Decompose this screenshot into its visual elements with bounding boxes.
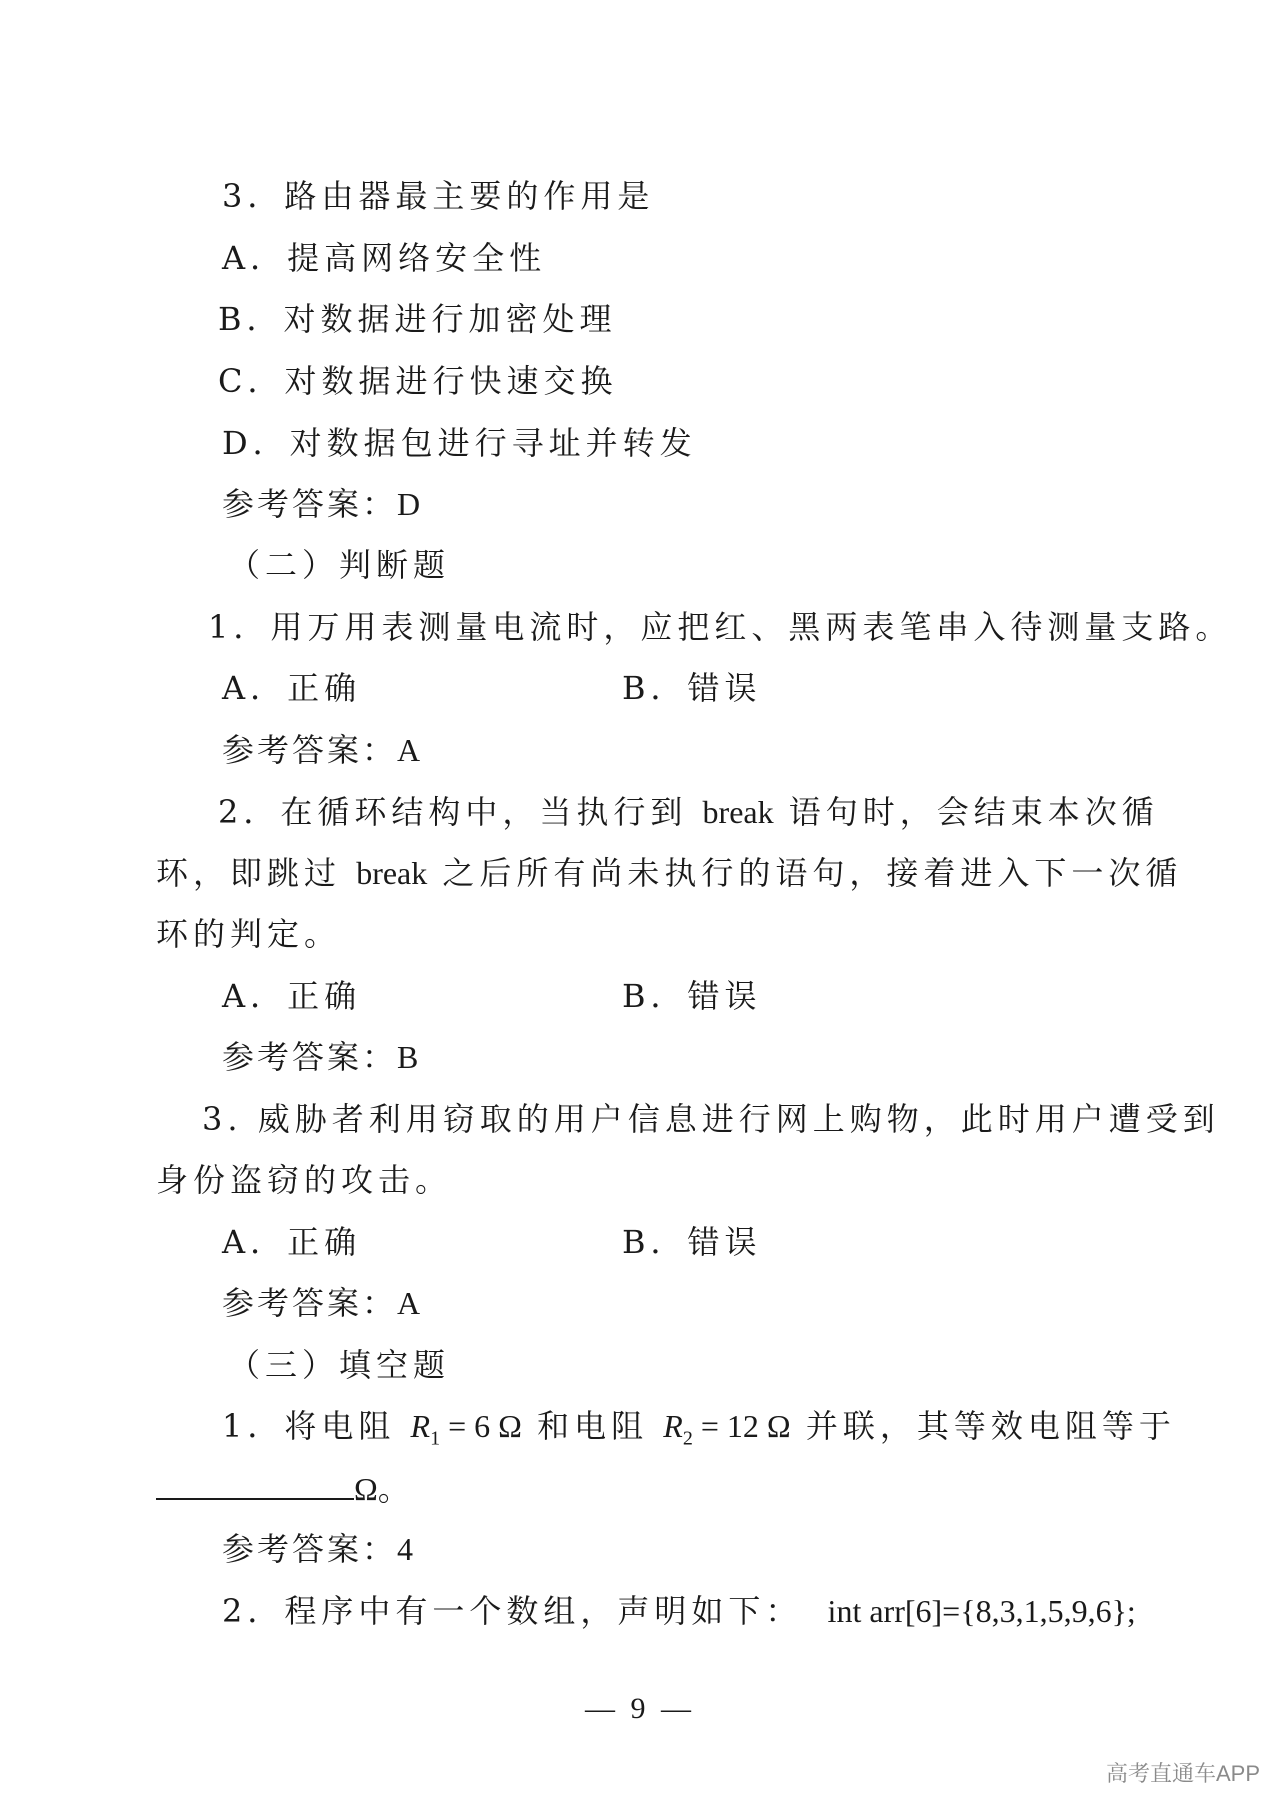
option-b: B．错误	[622, 669, 762, 707]
q3-option-b: B．对数据进行加密处理	[218, 300, 617, 338]
q3-stem: 3．路由器最主要的作用是	[222, 177, 655, 215]
s2-q3-options	[222, 1222, 1122, 1262]
q3-answer	[222, 484, 420, 524]
q3-option-c: C．对数据进行快速交换	[218, 362, 618, 400]
code-snippet: int arr[6]={8,3,1,5,9,6};	[827, 1593, 1136, 1629]
stem-text: 2．在循环结构中，当执行到	[218, 793, 688, 831]
r1-subscript: 1	[430, 1427, 441, 1450]
r2-subscript: 2	[682, 1427, 693, 1450]
s3-q1-stem-line2	[156, 1468, 410, 1509]
answer-value: A	[397, 732, 421, 768]
stem-text: 1．将电阻	[222, 1407, 396, 1445]
s2-q1-answer	[222, 730, 420, 770]
r2-value: = 12 Ω	[700, 1408, 791, 1444]
s2-q3-stem-line2: 身份盗窃的攻击。	[156, 1161, 453, 1199]
stem-text: 之后所有尚未执行的语句，接着进入下一次循	[442, 854, 1183, 892]
option-b: B．错误	[622, 977, 762, 1015]
answer-label: 参考答案：	[222, 1038, 398, 1076]
resistor-r1	[410, 1408, 522, 1450]
stem-text: 语句时，会结束本次循	[788, 793, 1159, 831]
watermark: 高考直通车APP	[1105, 1761, 1260, 1786]
s2-q2-options	[222, 976, 1122, 1016]
s2-q1-options	[222, 668, 1122, 708]
option-a: A．正确	[222, 669, 362, 707]
r1-symbol: R	[410, 1408, 431, 1444]
section2-title: （二）判断题	[228, 546, 451, 584]
s3-q1-stem-line1	[222, 1406, 1176, 1458]
s2-q2-stem-line3: 环的判定。	[156, 915, 342, 953]
stem-text: 环，即跳过	[156, 854, 342, 892]
option-a: A．正确	[222, 977, 362, 1015]
fill-in-blank[interactable]	[156, 1468, 354, 1500]
s3-q2-stem	[222, 1591, 1136, 1631]
answer-label: 参考答案：	[222, 485, 398, 523]
answer-label: 参考答案：	[222, 1284, 398, 1322]
stem-text: 2．程序中有一个数组，声明如下：	[222, 1592, 803, 1630]
resistor-r2	[663, 1408, 791, 1450]
option-a: A．正确	[222, 1223, 362, 1261]
q3-option-a: A．提高网络安全性	[222, 239, 547, 277]
s2-q3-answer	[222, 1283, 420, 1323]
s2-q2-stem-line1	[218, 792, 1159, 832]
answer-label: 参考答案：	[222, 731, 398, 769]
answer-value: B	[397, 1039, 419, 1075]
option-b: B．错误	[622, 1223, 762, 1261]
answer-value: D	[397, 486, 421, 522]
code-keyword: break	[356, 855, 428, 891]
s2-q3-stem-line1: 3. 威胁者利用窃取的用户信息进行网上购物，此时用户遭受到	[202, 1100, 1220, 1138]
r1-value: = 6 Ω	[448, 1408, 522, 1444]
stem-text: 并联，其等效电阻等于	[805, 1407, 1176, 1445]
unit-text: Ω。	[354, 1471, 410, 1507]
s2-q2-answer	[222, 1037, 418, 1077]
stem-text: 和电阻	[537, 1407, 649, 1445]
q3-option-d: D．对数据包进行寻址并转发	[222, 424, 697, 462]
s2-q1-stem: 1．用万用表测量电流时，应把红、黑两表笔串入待测量支路。	[208, 608, 1233, 646]
section3-title: （三）填空题	[228, 1346, 451, 1384]
s3-q1-answer	[222, 1529, 413, 1569]
r2-symbol: R	[663, 1408, 683, 1444]
answer-value: A	[397, 1285, 421, 1321]
code-keyword: break	[702, 794, 774, 830]
answer-value: 4	[397, 1531, 414, 1567]
answer-label: 参考答案：	[222, 1530, 398, 1568]
page-number: — 9 —	[585, 1692, 695, 1725]
s2-q2-stem-line2	[156, 853, 1182, 893]
